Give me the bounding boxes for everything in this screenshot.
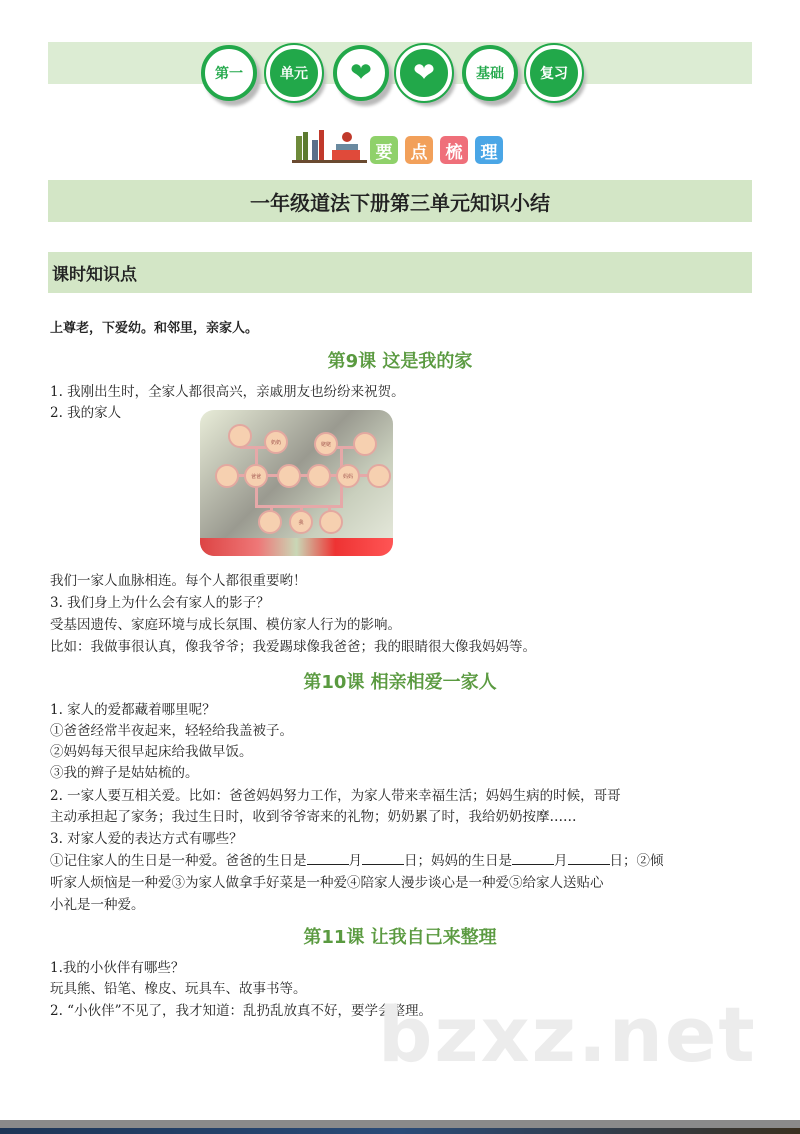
taskbar (0, 1128, 800, 1134)
text-line: 2. 我的家人 (50, 405, 122, 421)
blank (362, 851, 404, 865)
text: ①记住家人的生日是一种爱。爸爸的生日是 (50, 853, 307, 869)
blank (512, 851, 554, 865)
text-line: 1. 我刚出生时，全家人都很高兴，亲戚朋友也纷纷来祝贺。 (50, 384, 405, 400)
text-line: 3. 对家人爱的表达方式有哪些？ (50, 831, 243, 847)
tile-dian: 点 (405, 136, 433, 164)
text-line: 我们一家人血脉相连。每个人都很重要哟！ (50, 573, 307, 589)
text-line: 2. “小伙伴”不见了，我才知道：乱扔乱放真不好，要学会整理。 (50, 1003, 432, 1019)
motto: 上尊老，下爱幼。和邻里，亲家人。 (50, 321, 259, 336)
text-line: 1.我的小伙伴有哪些？ (50, 960, 185, 976)
badge-circle: 复习 (526, 45, 582, 101)
text: 日；妈妈的生日是 (404, 853, 512, 869)
bookshelf-icon (292, 128, 367, 164)
badge-circle: 基础 (462, 45, 518, 101)
tree-node: 妈妈 (336, 464, 360, 488)
text-line: 比如：我做事很认真，像我爷爷；我爱踢球像我爸爸；我的眼睛很大像我妈妈等。 (50, 639, 536, 655)
text-line: 主动承担起了家务；我过生日时，收到爷爷寄来的礼物；奶奶累了时，我给奶奶按摩…… (50, 809, 577, 825)
text-line: ①爸爸经常半夜起来，轻轻给我盖被子。 (50, 723, 293, 739)
text-line: ②妈妈每天很早起床给我做早饭。 (50, 744, 253, 760)
tree-node: 姥姥 (314, 432, 338, 456)
tree-node: 爸爸 (244, 464, 268, 488)
tree-node: 我 (289, 510, 313, 534)
text-line: ③我的辫子是姑姑梳的。 (50, 765, 199, 781)
text-line: 3. 我们身上为什么会有家人的影子？ (50, 595, 270, 611)
badge-circle: 单元 (266, 45, 322, 101)
tile-li: 理 (475, 136, 503, 164)
text: 月 (554, 853, 568, 869)
text-line: 听家人烦恼是一种爱③为家人做拿手好菜是一种爱④陪家人漫步谈心是一种爱⑤给家人送贴心 (50, 875, 604, 891)
watermark: bzxz.net (378, 990, 757, 1079)
viewer-scrollbar[interactable] (0, 1120, 800, 1128)
tile-shu: 梳 (440, 136, 468, 164)
text: 日；②倾 (609, 853, 664, 869)
text-line: 1. 家人的爱都藏着哪里呢？ (50, 702, 216, 718)
blank (307, 851, 349, 865)
family-tree-image (200, 410, 393, 556)
text-line: 受基因遗传、家庭环境与成长氛围、模仿家人行为的影响。 (50, 617, 401, 633)
section-heading: 课时知识点 (48, 252, 752, 293)
blank (568, 851, 610, 865)
heart-icon: ❤ (396, 45, 452, 101)
badge-circle: 第一 (201, 45, 257, 101)
lesson9-title: 第9课 这是我的家 (327, 351, 473, 372)
text-line: 小礼是一种爱。 (50, 897, 145, 913)
text-line: 玩具熊、铅笔、橡皮、玩具车、故事书等。 (50, 981, 307, 997)
tile-yao: 要 (370, 136, 398, 164)
lesson11-title: 第11课 让我自己来整理 (303, 927, 497, 948)
text: 月 (348, 853, 362, 869)
tree-node: 奶奶 (264, 430, 288, 454)
heart-icon: ❤ (333, 45, 389, 101)
lesson10-title: 第10课 相亲相爱一家人 (303, 672, 497, 693)
page-title: 一年级道法下册第三单元知识小结 (48, 180, 752, 222)
text-line: 2. 一家人要互相关爱。比如：爸爸妈妈努力工作，为家人带来幸福生活；妈妈生病的时候，哥哥 (50, 788, 621, 804)
fill-blank-line (50, 851, 664, 871)
